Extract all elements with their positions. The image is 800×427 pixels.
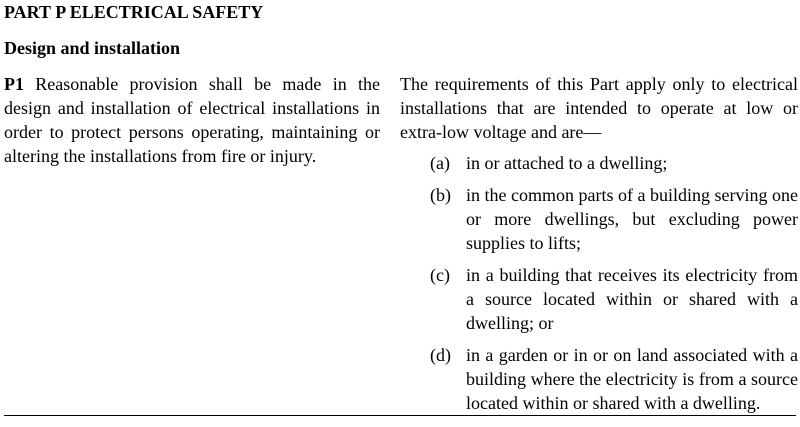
item-label: (d) bbox=[430, 345, 451, 365]
item-text: in a garden or in or on land associated with a building where the electricity is from a source located within or shared with a dwelling. bbox=[466, 345, 798, 413]
item-text: in a building that receives its electricity from a source located within or shared with a dwelling; or bbox=[466, 265, 798, 333]
item-text: in the common parts of a building serving one or more dwellings, but excluding power supplies to lifts; bbox=[466, 185, 798, 253]
scope-item-b bbox=[400, 183, 798, 255]
part-heading: PART P ELECTRICAL SAFETY bbox=[4, 2, 264, 22]
item-label: (c) bbox=[430, 265, 450, 285]
scope-item-d bbox=[400, 343, 798, 415]
item-label: (b) bbox=[430, 185, 451, 205]
section-heading: Design and installation bbox=[4, 38, 181, 58]
item-label: (a) bbox=[430, 153, 450, 173]
requirement-number: P1 bbox=[4, 74, 24, 94]
requirement-text: Reasonable provision shall be made in the design and installation of electrical installations in order to protect persons operating, maintaining or altering the installations from fire or injury. bbox=[4, 74, 380, 166]
scope-item-c bbox=[400, 263, 798, 335]
requirement-column bbox=[4, 72, 380, 168]
scope-item-a bbox=[400, 151, 798, 175]
item-text: in or attached to a dwelling; bbox=[466, 153, 668, 173]
scope-column bbox=[400, 72, 798, 423]
scope-intro: The requirements of this Part apply only to electrical installations that are intended to operate at low or extra-low voltage and are— bbox=[400, 74, 798, 142]
page-divider bbox=[4, 415, 796, 416]
